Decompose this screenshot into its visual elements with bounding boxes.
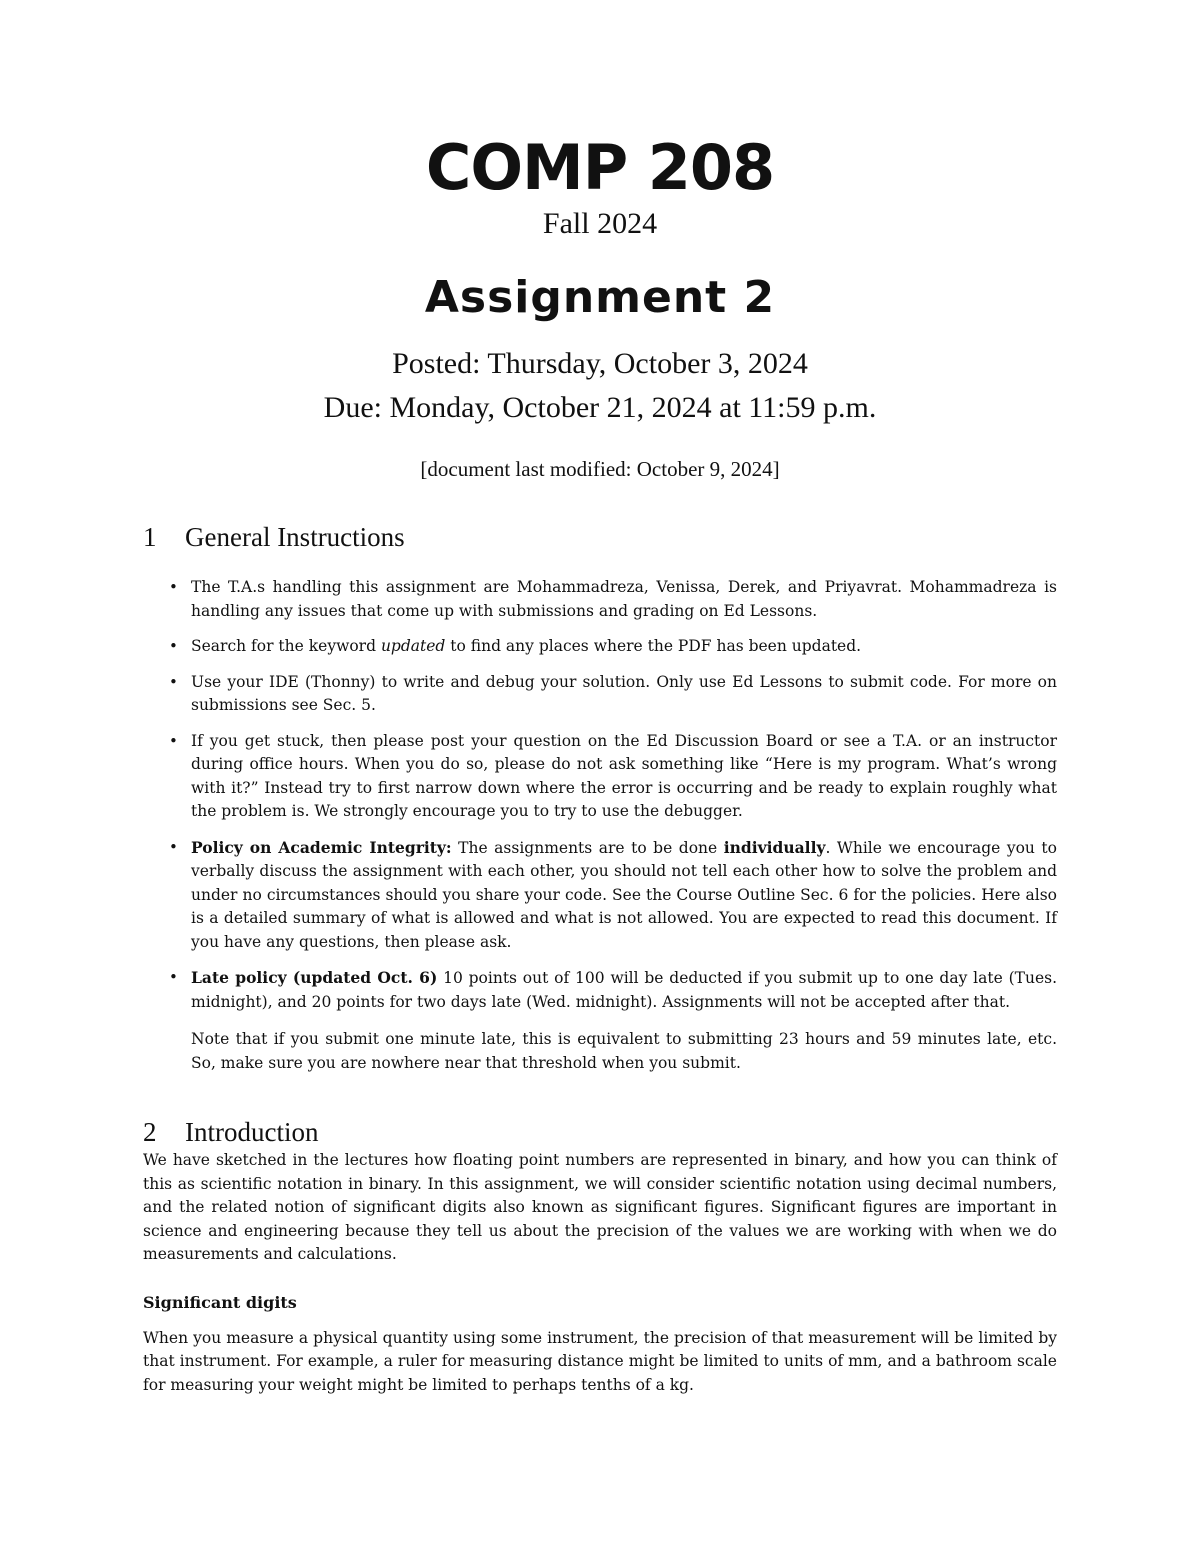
subheading-significant-digits: Significant digits: [143, 1292, 297, 1312]
section-title: General Instructions: [185, 522, 405, 552]
section-heading-introduction: [143, 1115, 1057, 1149]
late-policy-label: Late policy (updated Oct. 6): [191, 968, 438, 987]
instructions-list: [143, 576, 1057, 1075]
list-item: • Search for the keyword updated to find any places where the PDF has been updated.: [143, 635, 1057, 659]
course-code: COMP 208: [425, 131, 775, 204]
list-item: • If you get stuck, then please post your question on the Ed Discussion Board or see a T.A. or an instructor during office hours. When you do so, please do not ask something like “Here is my program. What’s wrong with it?” Instead try to first narrow down where the error is occurring and be ready to explain roughly what the problem is. We strongly encourage you to try to use the debugger.: [169, 731, 1057, 820]
posted-date: Posted: Thursday, October 3, 2024: [392, 347, 808, 380]
section-number: 1: [143, 522, 157, 552]
list-item: • The T.A.s handling this assignment are Mohammadreza, Venissa, Derek, and Priyavrat. Mohammadreza is handling any issues that come up with submissions and grading on Ed Lessons.: [169, 578, 1057, 620]
bullet-icon: •: [169, 731, 178, 750]
late-policy-note: Note that if you submit one minute late, this is equivalent to submitting 23 hours and 59 minutes late, etc. So, make sure you are nowhere near that threshold when you submit.: [191, 1030, 1057, 1072]
list-item: • Use your IDE (Thonny) to write and debug your solution. Only use Ed Lessons to submit code. For more on submissions see Sec. 5.: [169, 672, 1057, 714]
bullet-icon: •: [169, 578, 178, 596]
bullet-icon: •: [169, 672, 178, 691]
bullet-icon: •: [169, 837, 178, 856]
title-block: [143, 0, 1057, 484]
term: Fall 2024: [542, 207, 658, 240]
bullet-icon: •: [169, 637, 178, 655]
section-number: 2: [143, 1117, 157, 1147]
bullet-icon: •: [169, 968, 178, 986]
list-item: • Policy on Academic Integrity: The assignments are to be done individually. While we encourage you to verbally discuss the assignment with each other, you should not tell each other how to solve the problem and under no circumstances should you share your code. See the Course Outline Sec. 6 for the policies. Here also is a detailed summary of what is allowed and what is not allowed. You are expected to read this document. If you have any questions, then please ask.: [169, 837, 1057, 951]
dates-block: [143, 342, 1057, 430]
significant-digits-paragraph: When you measure a physical quantity using some instrument, the precision of that measurement will be limited by that instrument. For example, a ruler for measuring distance might be limited to units of mm, and a bathroom scale for measuring your weight might be limited to perhaps tenths of a kg.: [143, 1328, 1057, 1394]
keyword-emphasis: updated: [380, 637, 446, 655]
assignment-title: Assignment 2: [424, 272, 776, 323]
policy-label: Policy on Academic Integrity:: [191, 837, 452, 857]
section-title: Introduction: [185, 1117, 319, 1147]
list-item: • Late policy (updated Oct. 6) 10 points out of 100 will be deducted if you submit up to one day late (Tues. midnight), and 20 points for two days late (Wed. midnight). Assignments will not be accepted after that. Note that if you submit one minute late, this is equivalent to submitting 23 hours and 59 minutes late, etc. So, make sure you are nowhere near that threshold when you submit.: [143, 966, 1057, 1075]
section-heading-general-instructions: [143, 520, 1057, 554]
intro-paragraph: We have sketched in the lectures how floating point numbers are represented in binary, and how you can think of this as scientific notation in binary. In this assignment, we will consider scientific notation using decimal numbers, and the related notion of significant digits also known as significant figures. Significant figures are important in science and engineering because they tell us about the precision of the values we are working with when we do measurements and calculations.: [143, 1151, 1057, 1263]
last-modified-note: [document last modified: October 9, 2024]: [420, 457, 780, 481]
due-date: Due: Monday, October 21, 2024 at 11:59 p.m.: [323, 391, 877, 424]
